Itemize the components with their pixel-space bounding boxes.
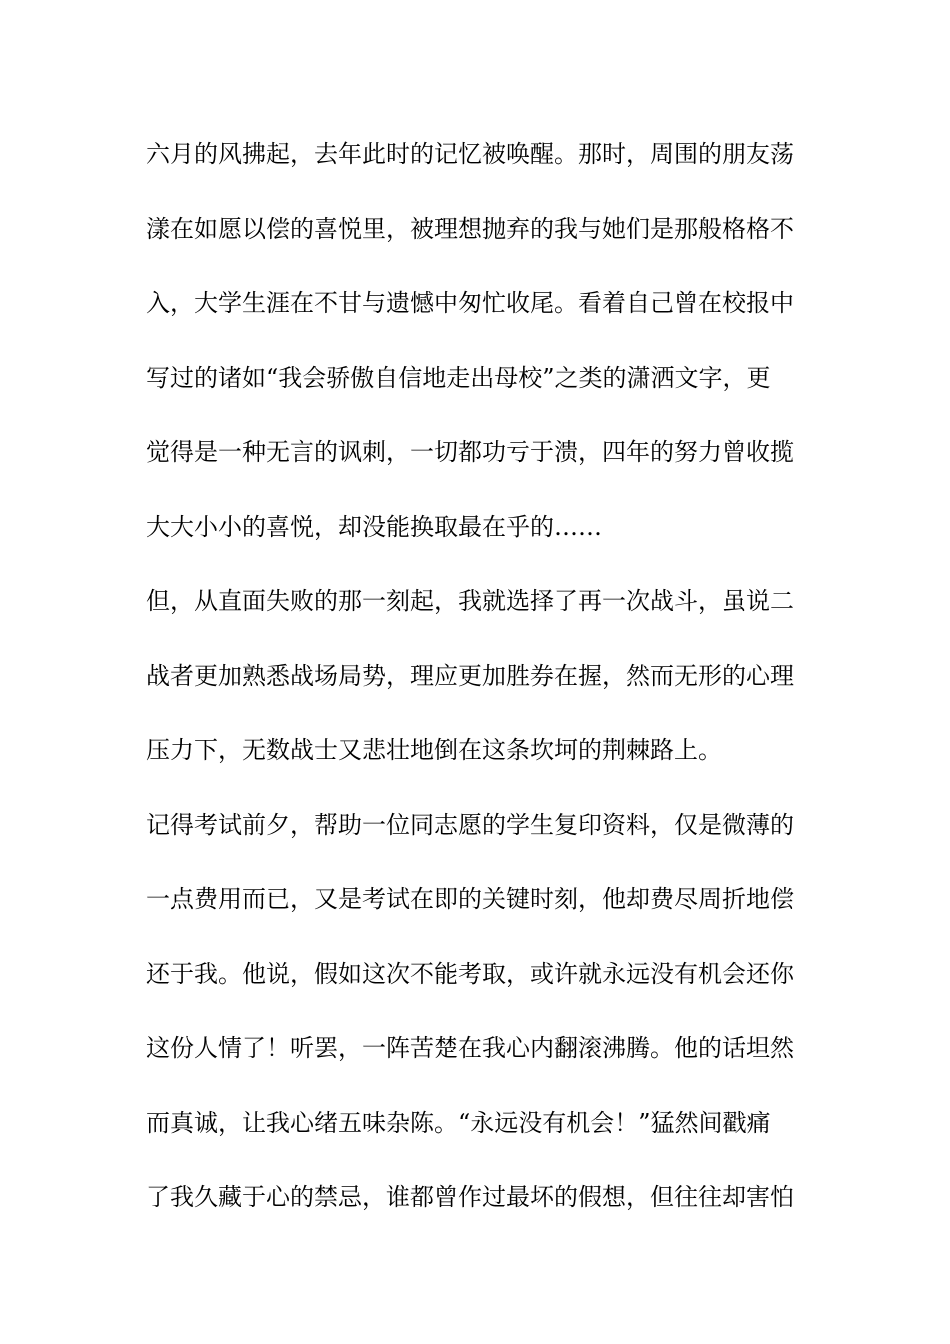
- text-line-8: 战者更加熟悉战场局势，理应更加胜券在握，然而无形的心理: [146, 661, 794, 690]
- text-line-7: 但，从直面失败的那一刻起，我就选择了再一次战斗，虽说二: [146, 587, 794, 615]
- text-line-2: 漾在如愿以偿的喜悦里，被理想抛弃的我与她们是那般格格不: [146, 214, 794, 243]
- text-line-14: 而真诚，让我心绪五味杂陈。“永远没有机会！”猛然间戳痛: [146, 1108, 771, 1137]
- text-line-3: 入，大学生涯在不甘与遗憾中匆忙收尾。看着自己曾在校报中: [146, 289, 794, 317]
- text-line-10: 记得考试前夕，帮助一位同志愿的学生复印资料，仅是微薄的: [146, 810, 794, 839]
- text-line-15: 了我久藏于心的禁忌，谁都曾作过最坏的假想，但往往却害怕: [146, 1183, 794, 1211]
- text-line-13: 这份人情了！听罢，一阵苦楚在我心内翻滚沸腾。他的话坦然: [146, 1034, 794, 1062]
- text-line-12: 还于我。他说，假如这次不能考取，或许就永远没有机会还你: [146, 959, 794, 988]
- text-line-1: 六月的风拂起，去年此时的记忆被唤醒。那时，周围的朋友荡: [146, 140, 794, 168]
- document-body: [146, 132, 806, 1250]
- text-line-11: 一点费用而已，又是考试在即的关键时刻，他却费尽周折地偿: [146, 885, 794, 913]
- text-line-4: 写过的诸如“我会骄傲自信地走出母校”之类的潇洒文字，更: [146, 363, 771, 392]
- text-line-5: 觉得是一种无言的讽刺，一切都功亏于溃，四年的努力曾收揽: [146, 438, 794, 466]
- text-line-6: 大大小小的喜悦，却没能换取最在乎的……: [146, 512, 602, 541]
- text-line-9: 压力下，无数战士又悲壮地倒在这条坎坷的荆棘路上。: [146, 736, 722, 764]
